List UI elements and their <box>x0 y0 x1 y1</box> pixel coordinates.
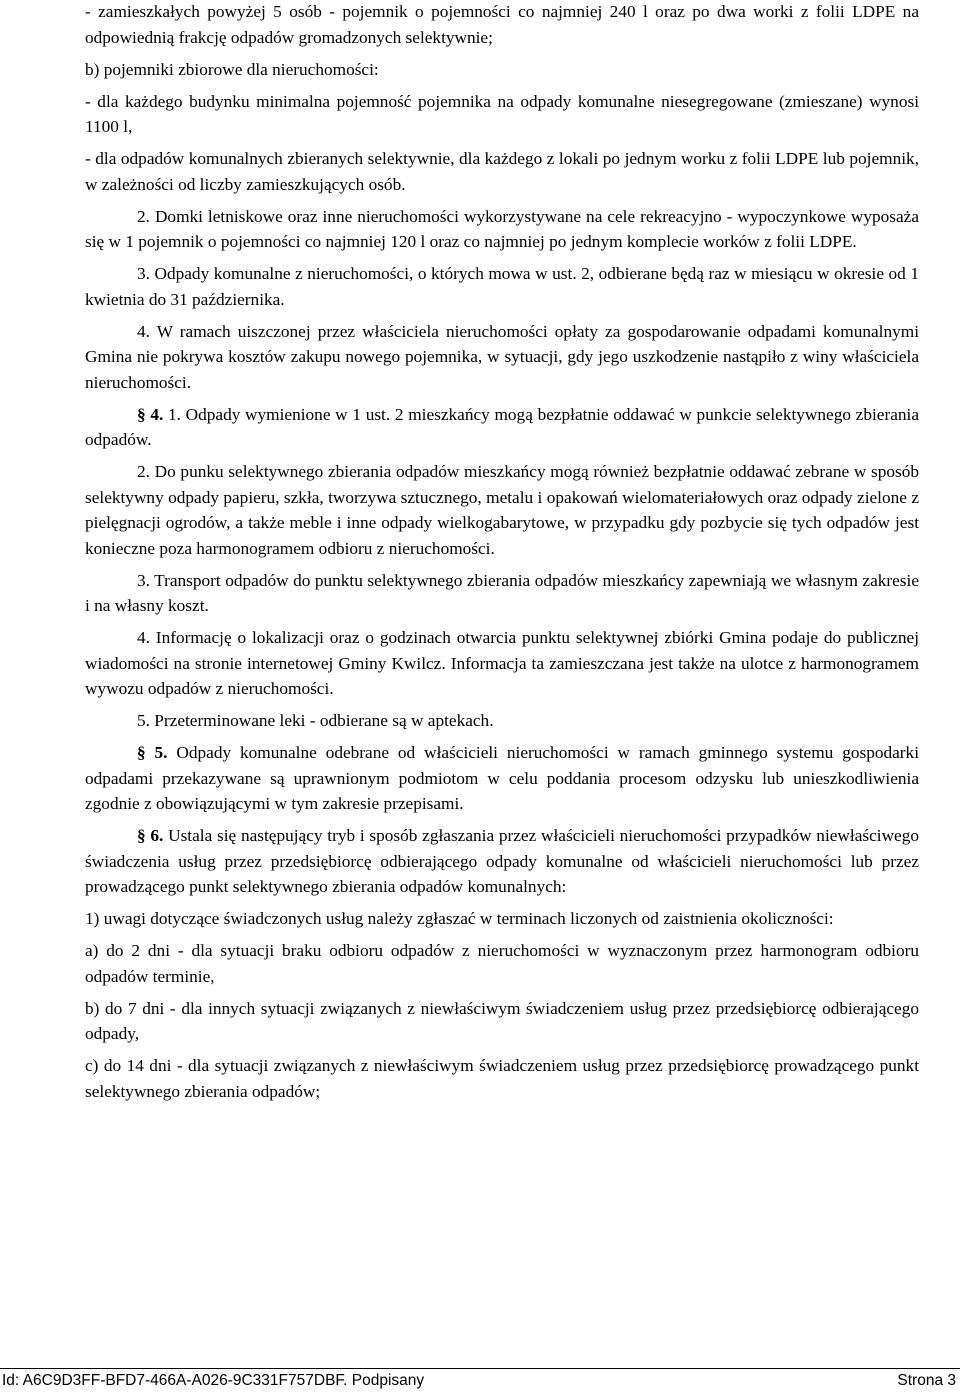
paragraph-6: 3. Odpady komunalne z nieruchomości, o których mowa w ust. 2, odbierane będą raz w miesiącu w okresie od 1 kwietnia do 31 października. <box>85 264 919 309</box>
paragraph-9: 2. Do punku selektywnego zbierania odpadów mieszkańcy mogą również bezpłatnie oddawać zebrane w sposób selektywny odpady papieru, szkła, tworzywa sztucznego, metalu i opakowań wielomateriałowych oraz odpady zielone z pielęgnacji ogrodów, a także meble i inne odpady wielkogabarytowe, w przypadku gdy pozbycie się tych odpadów jest konieczne poza harmonogramem odbioru z nieruchomości. <box>85 462 919 558</box>
section-6-text: Ustala się następujący tryb i sposób zgłaszania przez właścicieli nieruchomości przypadków niewłaściwego świadczenia usług przez przedsiębiorcę odbierającego odpady komunalne od właścicieli nieruchomości lub przez prowadzącego punkt selektywnego zbierania odpadów komunalnych: <box>85 826 919 896</box>
page-footer <box>0 1368 960 1392</box>
section-6-marker: § 6. <box>137 826 164 845</box>
paragraph-16: a) do 2 dni - dla sytuacji braku odbioru odpadów z nieruchomości w wyznaczonym przez harmonogram odbioru odpadów terminie, <box>85 941 919 986</box>
section-5-marker: § 5. <box>137 743 168 762</box>
document-body <box>85 0 919 1104</box>
paragraph-1: - zamieszkałych powyżej 5 osób - pojemnik o pojemności co najmniej 240 l oraz po dwa worki z folii LDPE na odpowiednią frakcję odpadów gromadzonych selektywnie; <box>85 2 919 47</box>
paragraph-17: b) do 7 dni - dla innych sytuacji związanych z niewłaściwym świadczeniem usług przez przedsiębiorcę odbierającego odpady, <box>85 998 919 1043</box>
section-4-text: 1. Odpady wymienione w 1 ust. 2 mieszkańcy mogą bezpłatnie oddawać w punkcie selektywnego zbierania odpadów. <box>85 404 919 449</box>
paragraph-7: 4. W ramach uiszczonej przez właściciela nieruchomości opłaty za gospodarowanie odpadami komunalnymi Gmina nie pokrywa kosztów zakupu nowego pojemnika, w sytuacji, gdy jego uszkodzenie nastąpiło z winy właściciela nieruchomości. <box>85 321 919 392</box>
section-6-paragraph <box>85 823 919 900</box>
page-number: Strona 3 <box>897 1372 956 1389</box>
paragraph-18: c) do 14 dni - dla sytuacji związanych z niewłaściwym świadczeniem usług przez przedsiębiorcę prowadzącego punkt selektywnego zbierania odpadów; <box>85 1056 919 1101</box>
paragraph-15: 1) uwagi dotyczące świadczonych usług należy zgłaszać w terminach liczonych od zaistnienia okoliczności: <box>85 909 834 928</box>
section-4-paragraph <box>85 402 919 453</box>
paragraph-3: - dla każdego budynku minimalna pojemność pojemnika na odpady komunalne niesegregowane (zmieszane) wynosi 1100 l, <box>85 91 919 136</box>
paragraph-5: 2. Domki letniskowe oraz inne nieruchomości wykorzystywane na cele rekreacyjno - wypoczynkowe wyposaża się w 1 pojemnik o pojemności co najmniej 120 l oraz co najmniej po jednym komplecie worków z folii LDPE. <box>85 206 919 251</box>
paragraph-4: - dla odpadów komunalnych zbieranych selektywnie, dla każdego z lokali po jednym worku z folii LDPE lub pojemnik, w zależności od liczby zamieszkujących osób. <box>85 149 919 194</box>
paragraph-10: 3. Transport odpadów do punktu selektywnego zbierania odpadów mieszkańcy zapewniają we własnym zakresie i na własny koszt. <box>85 570 919 615</box>
paragraph-12: 5. Przeterminowane leki - odbierane są w aptekach. <box>137 711 494 730</box>
section-5-text: Odpady komunalne odebrane od właścicieli nieruchomości w ramach gminnego systemu gospodarki odpadami przekazywane są uprawnionym podmiotom w celu poddania procesom odzysku lub unieszkodliwienia zgodnie z obowiązującymi w tym zakresie przepisami. <box>85 743 919 813</box>
document-id: Id: A6C9D3FF-BFD7-466A-A026-9C331F757DBF. Podpisany <box>2 1372 425 1389</box>
section-4-marker: § 4. <box>137 404 164 424</box>
paragraph-11: 4. Informację o lokalizacji oraz o godzinach otwarcia punktu selektywnej zbiórki Gmina podaje do publicznej wiadomości na stronie internetowej Gminy Kwilcz. Informacja ta zamieszczana jest także na ulotce z harmonogramem wywozu odpadów z nieruchomości. <box>85 628 919 698</box>
section-5-paragraph <box>85 740 919 817</box>
paragraph-2: b) pojemniki zbiorowe dla nieruchomości: <box>85 59 379 79</box>
